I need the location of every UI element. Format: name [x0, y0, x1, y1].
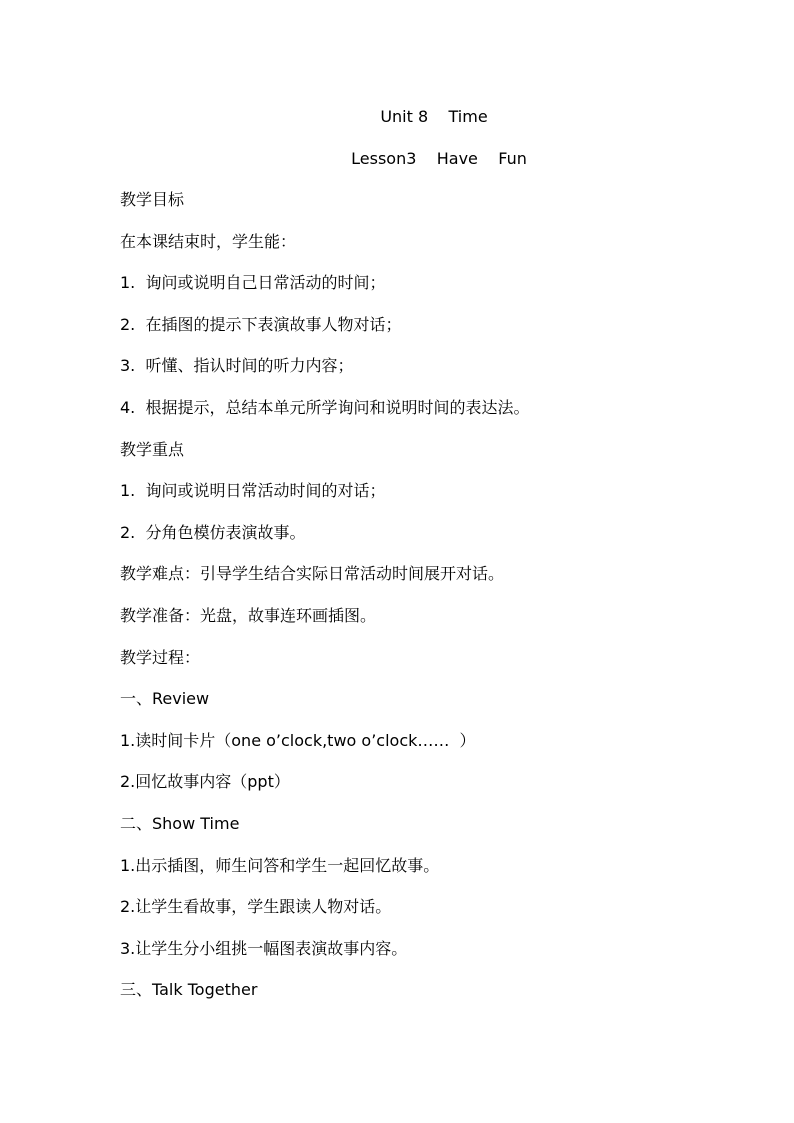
process-step-item: 3.让学生分小组挑一幅图表演故事内容。 [120, 938, 408, 958]
key-point-item: 1. 询问或说明日常活动时间的对话； [120, 481, 386, 501]
lesson-plan-body [120, 189, 740, 1021]
difficulty-line: 教学难点：引导学生结合实际日常活动时间展开对话。 [120, 564, 505, 584]
preparation-line: 教学准备：光盘，故事连环画插图。 [120, 605, 377, 625]
objective-item: 3. 听懂、指认时间的听力内容； [120, 356, 354, 376]
objectives-intro: 在本课结束时，学生能： [120, 231, 297, 251]
process-step-item: 1.读时间卡片（one o’clock,two o’clock…… ） [120, 730, 476, 750]
process-step-heading: 一、Review [120, 689, 210, 709]
section-heading-key-points: 教学重点 [120, 439, 185, 459]
unit-title: Unit 8 Time [380, 107, 488, 126]
objective-item: 2. 在插图的提示下表演故事人物对话； [120, 314, 402, 334]
lesson-title: Lesson3 Have Fun [351, 149, 527, 168]
process-step-item: 1.出示插图，师生问答和学生一起回忆故事。 [120, 855, 440, 875]
process-step-heading: 二、Show Time [120, 813, 240, 833]
process-step-item: 2.回忆故事内容（ppt） [120, 772, 290, 792]
objective-item: 1. 询问或说明自己日常活动的时间； [120, 273, 386, 293]
section-heading-process: 教学过程： [120, 647, 201, 667]
process-step-item: 2.让学生看故事，学生跟读人物对话。 [120, 897, 392, 917]
key-point-item: 2. 分角色模仿表演故事。 [120, 522, 306, 542]
section-heading-objectives: 教学目标 [120, 190, 185, 209]
process-step-heading: 三、Talk Together [120, 980, 258, 1000]
objective-item: 4. 根据提示，总结本单元所学询问和说明时间的表达法。 [120, 397, 530, 417]
